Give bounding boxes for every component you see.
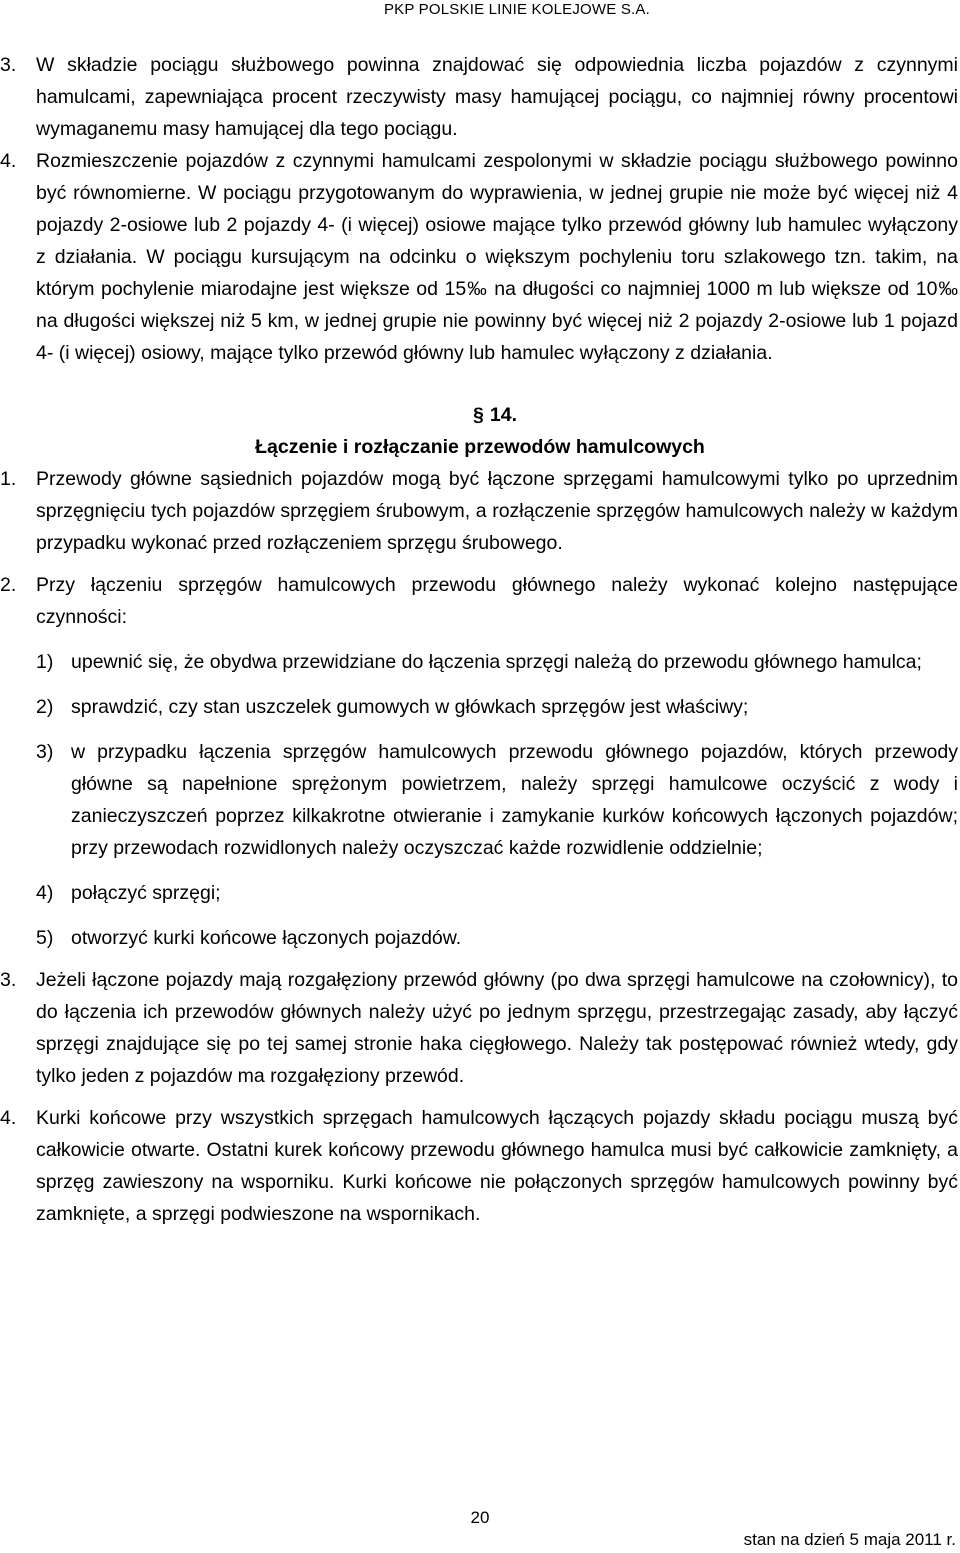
sub-item-text: upewnić się, że obydwa przewidziane do łączenia sprzęgi należą do przewodu głównego hamulca; (71, 651, 922, 673)
sub-item-text: połączyć sprzęgi; (71, 882, 221, 904)
sub-item (0, 736, 958, 864)
document-header: PKP POLSKIE LINIE KOLEJOWE S.A. (383, 1, 650, 18)
sub-item-number: 4) (36, 882, 54, 904)
sub-item-text: otworzyć kurki końcowe łączonych pojazdów. (71, 927, 462, 949)
item-number: 1. (0, 468, 17, 490)
item-number: 3. (0, 54, 17, 76)
sub-item-text: sprawdzić, czy stan uszczelek gumowych w główkach sprzęgów jest właściwy; (71, 696, 749, 718)
sub-item (0, 922, 958, 954)
item-text: W składzie pociągu służbowego powinna znajdować się odpowiednia liczba pojazdów z czynnymi hamulcami, zapewniająca procent rzeczywisty masy hamującej pociągu, co najmniej równy procentowi wymaganemu masy hamującej dla tego pociągu. (36, 54, 958, 140)
section-number (0, 399, 960, 431)
list-item (0, 145, 958, 369)
item-number: 3. (0, 969, 17, 991)
item-text: Przy łączeniu sprzęgów hamulcowych przewodu głównego należy wykonać kolejno następujące czynności: (36, 574, 958, 628)
sub-item-number: 5) (36, 927, 54, 949)
list-item (0, 964, 958, 1092)
item-text: Kurki końcowe przy wszystkich sprzęgach hamulcowych łączących pojazdy składu pociągu muszą być całkowicie otwarte. Ostatni kurek końcowy przewodu głównego hamulca musi być całkowicie zamknięty, a sprzęg zawieszony na wsporniku. Kurki końcowe nie połączonych sprzęgów hamulcowych powinny być zamknięte, a sprzęgi podwieszone na wspornikach. (36, 1107, 958, 1225)
sub-item-number: 2) (36, 696, 54, 718)
item-number: 2. (0, 574, 17, 596)
list-item (0, 1102, 958, 1230)
sub-item-number: 1) (36, 651, 54, 673)
section-number-value: 14. (489, 404, 517, 426)
list-item (0, 569, 958, 633)
item-text: Jeżeli łączone pojazdy mają rozgałęziony przewód główny (po dwa sprzęgi hamulcowe na czołownicy), to do łączenia ich przewodów głównych należy użyć po jednym sprzęgu, przestrzegając zasady, aby łączyć sprzęgi znajdujące się po tej samej stronie haka cięgłowego. Należy tak postępować również wtedy, gdy tylko jeden z pojazdów ma rozgałęziony przewód. (36, 969, 958, 1087)
list-item (0, 49, 958, 145)
item-number: 4. (0, 1107, 17, 1129)
sub-item (0, 691, 958, 723)
section-symbol: § (473, 404, 484, 426)
item-text: Przewody główne sąsiednich pojazdów mogą być łączone sprzęgami hamulcowymi tylko po uprzednim sprzęgnięciu tych pojazdów sprzęgiem śrubowym, a rozłączenie sprzęgów hamulcowych należy w każdym przypadku wykonać przed rozłączeniem sprzęgu śrubowego. (36, 468, 958, 554)
sub-item (0, 646, 958, 678)
section-title: Łączenie i rozłączanie przewodów hamulcowych (255, 436, 705, 458)
item-number: 4. (0, 150, 17, 172)
item-text: Rozmieszczenie pojazdów z czynnymi hamulcami zespolonymi w składzie pociągu służbowego powinno być równomierne. W pociągu przygotowanym do wyprawienia, w jednej grupie nie może być więcej niż 4 pojazdy 2-osiowe lub 2 pojazdy 4- (i więcej) osiowe mające tylko przewód główny lub hamulec wyłączony z działania. W pociągu kursującym na odcinku o większym pochyleniu toru szlakowego tzn. takim, na którym pochylenie miarodajne jest większe od 15‰ na długości co najmniej 1000 m lub większe od 10‰ na długości większej niż 5 km, w jednej grupie nie powinny być więcej niż 2 pojazdy 2-osiowe lub 1 pojazd 4- (i więcej) osiowy, mające tylko przewód główny lub hamulec wyłączony z działania. (36, 150, 958, 364)
page-number: 20 (470, 1508, 490, 1527)
footer-date: stan na dzień 5 maja 2011 r. (743, 1530, 956, 1549)
document-body (0, 49, 958, 1230)
sub-item-number: 3) (36, 741, 54, 763)
list-item (0, 463, 958, 559)
sub-item-text: w przypadku łączenia sprzęgów hamulcowych przewodu głównego pojazdów, których przewody główne są napełnione sprężonym powietrzem, należy sprzęgi hamulcowe oczyścić z wody i zanieczyszczeń poprzez kilkakrotne otwieranie i zamykanie kurków końcowych łączonych pojazdów; przy przewodach rozwidlonych należy oczyszczać każde rozwidlenie oddzielnie; (71, 741, 958, 859)
sub-item (0, 877, 958, 909)
